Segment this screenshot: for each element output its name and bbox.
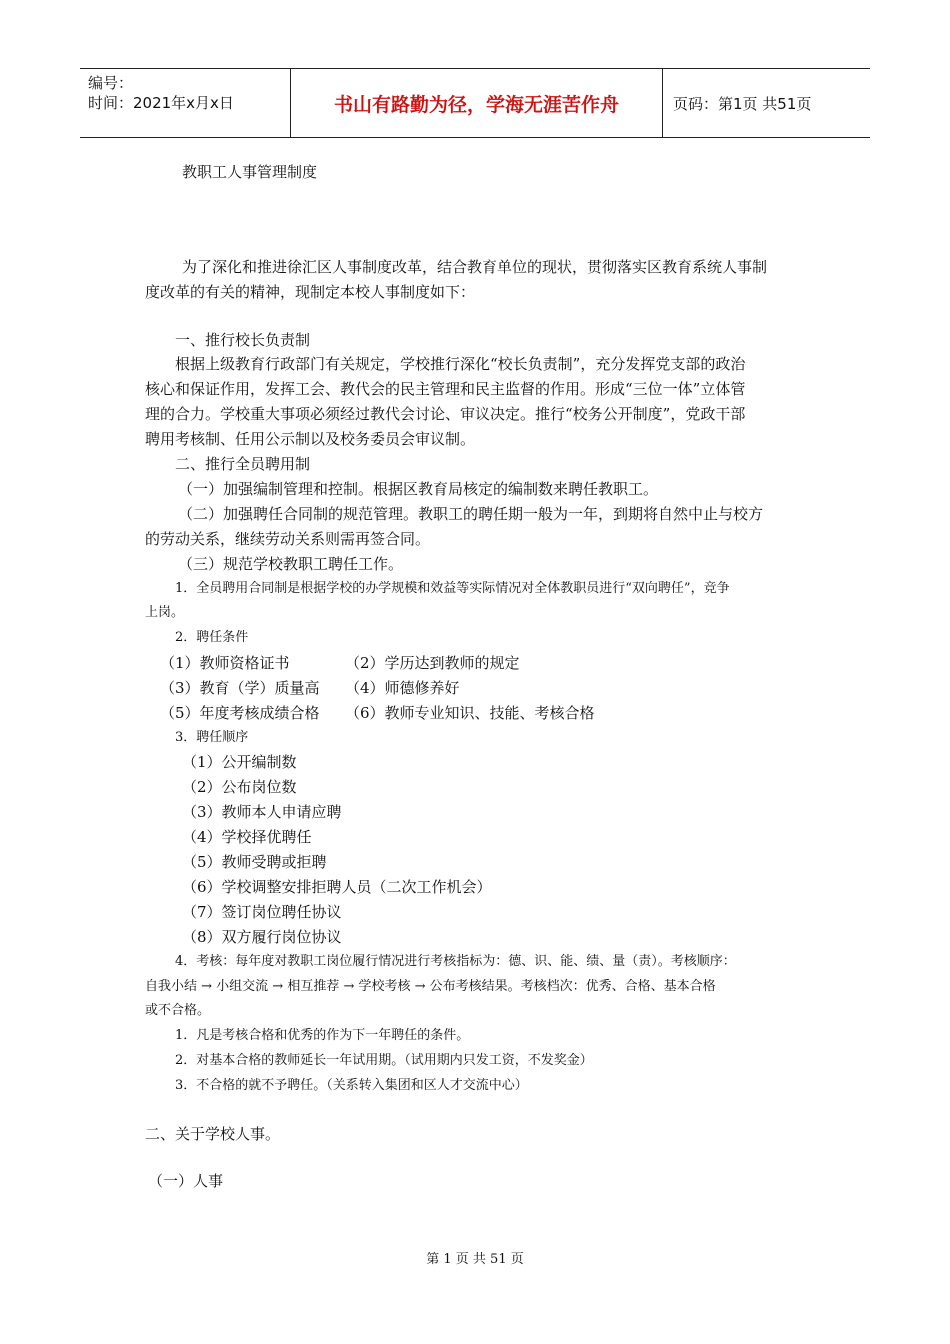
item-4-line-3: 或不合格。: [145, 1003, 211, 1018]
result-1: 1．凡是考核合格和优秀的作为下一年聘任的条件。: [175, 1028, 470, 1043]
s2-item-b-line-2: 的劳动关系，继续劳动关系则需再签合同。: [145, 530, 431, 548]
item-1-line-1: 1．全员聘用合同制是根据学校的办学规模和效益等实际情况对全体教职员进行“双向聘任”，竞争: [175, 581, 730, 596]
motto: 书山有路勤为径，学海无涯苦作舟: [291, 69, 663, 137]
number-label: 编号：: [88, 74, 134, 92]
order-3: （3）教师本人申请应聘: [182, 803, 342, 821]
intro-line-1: 为了深化和推进徐汇区人事制度改革，结合教育单位的现状，贯彻落实区教育系统人事制: [182, 258, 768, 276]
result-2: 2．对基本合格的教师延长一年试用期。（试用期内只发工资，不发奖金）: [175, 1053, 593, 1068]
header-meta: [80, 69, 291, 137]
s1-para-line-3: 理的合力。学校重大事项必须经过教代会讨论、审议决定。推行“校务公开制度”，党政干部: [145, 405, 746, 423]
condition-4: （4）师德修养好: [345, 679, 460, 697]
order-8: （8）双方履行岗位协议: [182, 928, 342, 946]
doc-title: 教职工人事管理制度: [182, 163, 318, 181]
s1-para-line-2: 核心和保证作用，发挥工会、教代会的民主管理和民主监督的作用。形成“三位一体”立体管: [145, 380, 746, 398]
condition-6: （6）教师专业知识、技能、考核合格: [345, 704, 595, 722]
item-1-line-2: 上岗。: [145, 605, 185, 620]
order-1: （1）公开编制数: [182, 753, 297, 771]
section-3-sub: （一）人事: [148, 1172, 224, 1190]
page-footer: 第 1 页 共 51 页: [426, 1252, 524, 1267]
order-5: （5）教师受聘或拒聘: [182, 853, 327, 871]
s2-item-b-line-1: （二）加强聘任合同制的规范管理。教职工的聘任期一般为一年，到期将自然中止与校方: [178, 505, 764, 523]
condition-5: （5）年度考核成绩合格: [160, 704, 320, 722]
section-3-heading: 二、关于学校人事。: [145, 1125, 281, 1143]
page-info: 页码：第1页 共51页: [673, 94, 812, 113]
item-4-line-2: 自我小结 → 小组交流 → 相互推荐 → 学校考核 → 公布考核结果。考核档次：优秀、合格、基本合格: [145, 979, 716, 994]
condition-2: （2）学历达到教师的规定: [345, 654, 520, 672]
item-4-line-1: 4．考核：每年度对教职工岗位履行情况进行考核指标为：德、识、能、绩、量（责）。考核顺序：: [175, 954, 736, 969]
order-6: （6）学校调整安排拒聘人员（二次工作机会）: [182, 878, 492, 896]
order-7: （7）签订岗位聘任协议: [182, 903, 342, 921]
condition-3: （3）教育（学）质量高: [160, 679, 320, 697]
date-label: 时间：2021年x月x日: [88, 94, 234, 112]
header-table: [80, 68, 870, 138]
s2-item-c: （三）规范学校教职工聘任工作。: [178, 555, 404, 573]
item-3-heading: 3．聘任顺序: [175, 730, 249, 745]
intro-line-2: 度改革的有关的精神，现制定本校人事制度如下：: [145, 283, 476, 301]
section-2-heading: 二、推行全员聘用制: [175, 455, 311, 473]
order-2: （2）公布岗位数: [182, 778, 297, 796]
s1-para-line-4: 聘用考核制、任用公示制以及校务委员会审议制。: [145, 430, 476, 448]
section-1-heading: 一、推行校长负责制: [175, 331, 311, 349]
s2-item-a: （一）加强编制管理和控制。根据区教育局核定的编制数来聘任教职工。: [178, 480, 659, 498]
order-4: （4）学校择优聘任: [182, 828, 312, 846]
s1-para-line-1: 根据上级教育行政部门有关规定，学校推行深化“校长负责制”，充分发挥党支部的政治: [175, 355, 746, 373]
item-2-heading: 2．聘任条件: [175, 630, 249, 645]
result-3: 3．不合格的就不予聘任。（关系转入集团和区人才交流中心）: [175, 1078, 528, 1093]
condition-1: （1）教师资格证书: [160, 654, 290, 672]
